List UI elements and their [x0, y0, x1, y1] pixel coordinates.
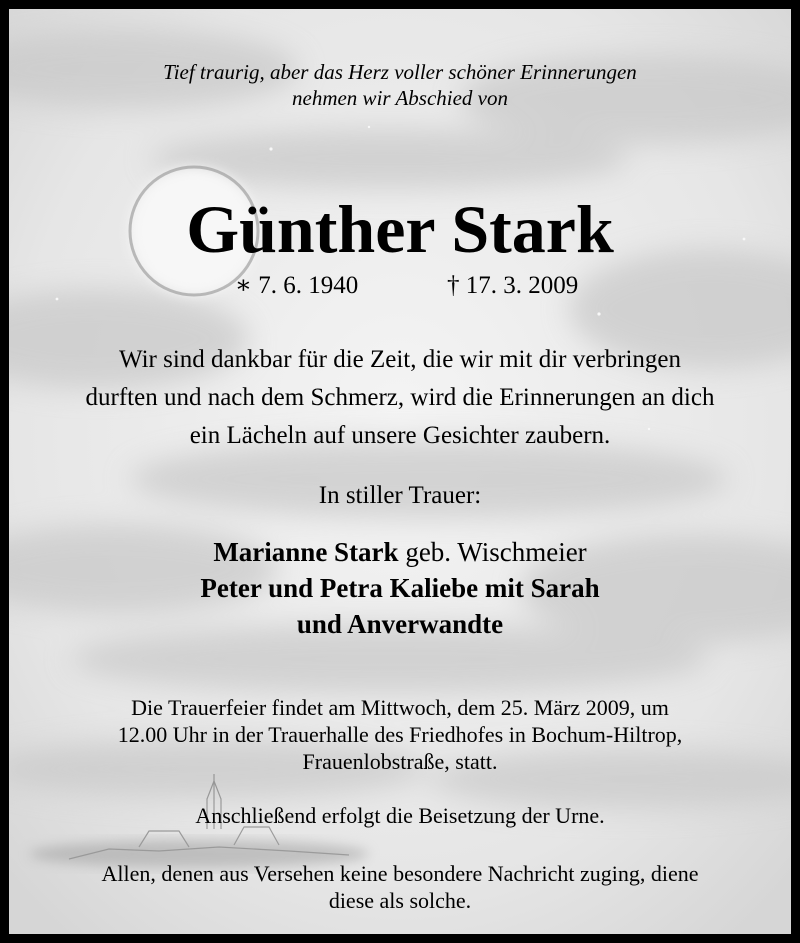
mourner-line: Peter und Petra Kaliebe mit Sarah [200, 573, 600, 603]
mourners-heading: In stiller Trauer: [318, 482, 482, 509]
mourner-maiden-name: geb. Wischmeier [398, 537, 587, 567]
quote-line: ein Lächeln auf unsere Gesichter zaubern. [189, 422, 611, 449]
intro-line: nehmen wir Abschied von [292, 86, 508, 110]
obituary-text [9, 9, 791, 934]
service-line: 12.00 Uhr in der Trauerhalle des Friedhofes in Bochum-Hiltrop, [117, 722, 683, 747]
service-line: Frauenlobstraße, statt. [302, 749, 498, 774]
burial-info: Anschließend erfolgt die Beisetzung der Urne. [195, 803, 605, 828]
notice-text [9, 860, 791, 914]
quote-line: Wir sind dankbar für die Zeit, die wir mit dir verbringen [118, 346, 682, 373]
service-info [9, 694, 791, 775]
memorial-quote [9, 341, 791, 455]
mourners-list [9, 534, 791, 642]
notice-line: Allen, denen aus Versehen keine besondere Nachricht zuging, diene [101, 861, 699, 886]
intro-line: Tief traurig, aber das Herz voller schöner Erinnerungen [163, 60, 637, 84]
birth-date: ∗ 7. 6. 1940 [235, 272, 359, 299]
obituary-card [9, 9, 791, 934]
intro-text [9, 59, 791, 111]
death-date: † 17. 3. 2009 [447, 272, 579, 299]
mourner-line [9, 534, 791, 570]
notice-line: diese als solche. [328, 888, 472, 913]
deceased-name: Günther Stark [186, 191, 614, 267]
quote-line: durften und nach dem Schmerz, wird die Erinnerungen an dich [85, 384, 715, 411]
mourner-name: Marianne Stark [213, 537, 399, 567]
mourner-line: und Anverwandte [296, 609, 504, 639]
service-line: Die Trauerfeier findet am Mittwoch, dem 25. März 2009, um [131, 695, 669, 720]
